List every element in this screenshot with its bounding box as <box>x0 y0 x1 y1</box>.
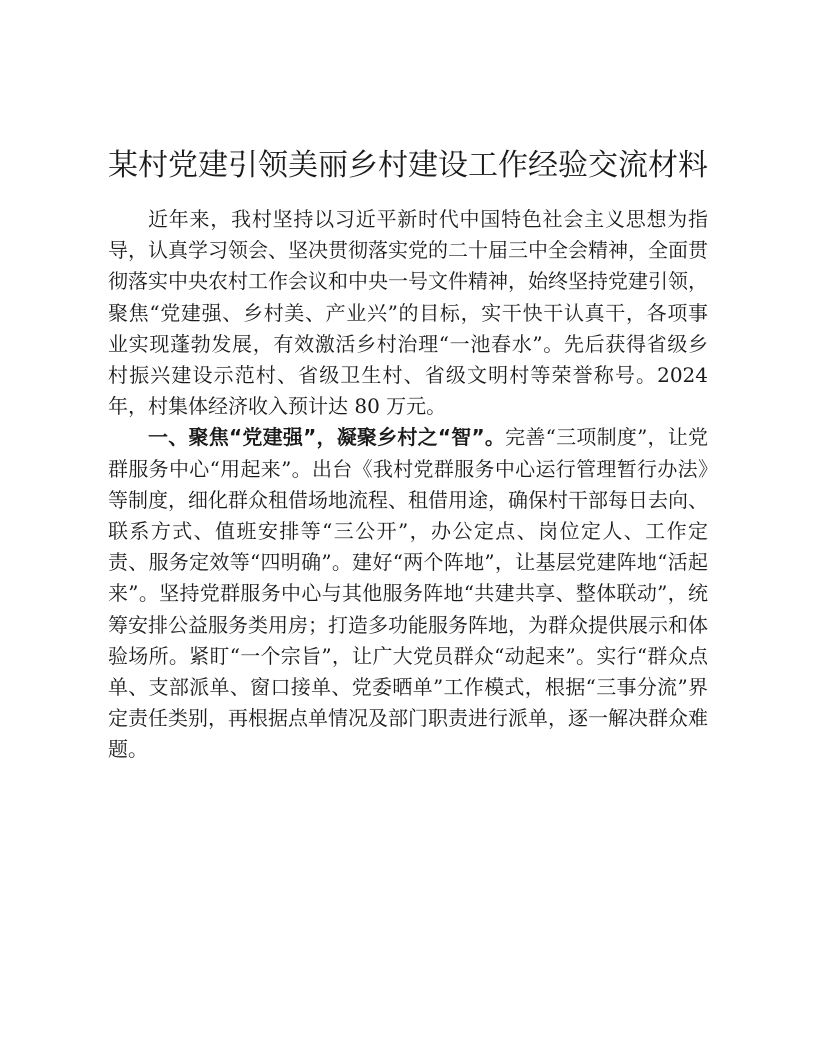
intro-paragraph: 近年来，我村坚持以习近平新时代中国特色社会主义思想为指导，认真学习领会、坚决贯彻落实党的二十届三中全会精神，全面贯彻落实中央农村工作会议和中央一号文件精神，始终坚持党建引领，聚焦“党建强、乡村美、产业兴”的目标，实干快干认真干，各项事业实现蓬勃发展，有效激活乡村治理“一池春水”。先后获得省级乡村振兴建设示范村、省级卫生村、省级文明村等荣誉称号。2024 年，村集体经济收入预计达 80 万元。 <box>108 207 708 419</box>
section-1-heading: 一、聚焦“党建强”，凝聚乡村之“智”。 <box>148 425 506 450</box>
document-page <box>108 140 708 766</box>
document-title: 某村党建引领美丽乡村建设工作经验交流材料 <box>108 148 708 183</box>
section-1-body: 完善“三项制度”，让党群服务中心“用起来”。出台《我村党群服务中心运行管理暂行办法》等制度，细化群众租借场地流程、租借用途，确保村干部每日去向、联系方式、值班安排等“三公开”，办公定点、岗位定人、工作定责、服务定效等“四明确”。建好“两个阵地”，让基层党建阵地“活起来”。坚持党群服务中心与其他服务阵地“共建共享、整体联动”，统筹安排公益服务类用房；打造多功能服务阵地，为群众提供展示和体验场所。紧盯“一个宗旨”，让广大党员群众“动起来”。实行“群众点单、支部派单、窗口接单、党委晒单”工作模式，根据“三事分流”界定责任类别，再根据点单情况及部门职责进行派单，逐一解决群众难题。 <box>108 425 709 762</box>
section-1-paragraph <box>108 422 708 765</box>
